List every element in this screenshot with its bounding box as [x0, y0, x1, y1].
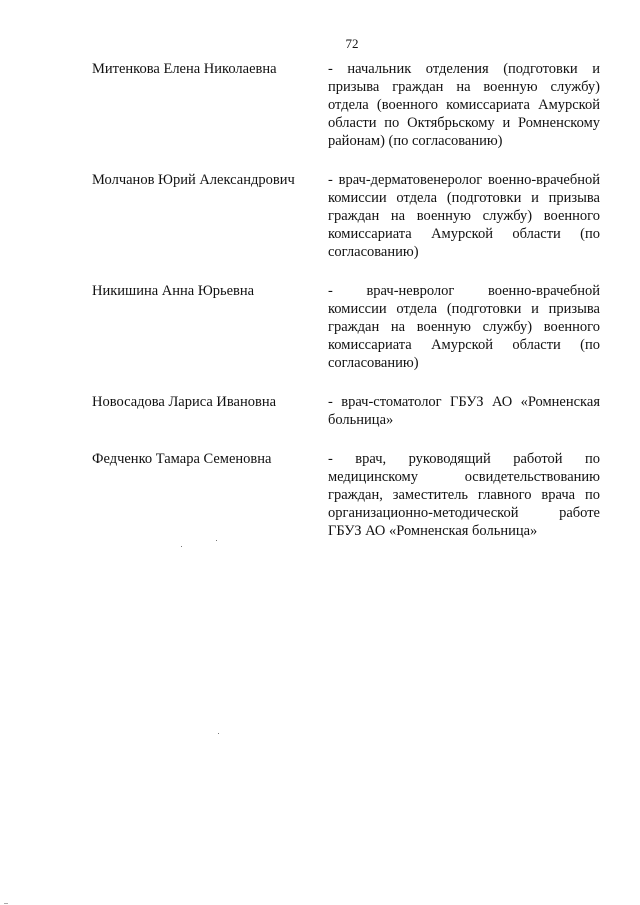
member-role: - начальник отделения (подготовки и призыва граждан на военную службу) отдела (военного комиссариата Амурской области по Октябрьскому и Ромненскому районам) (по согласованию)	[328, 61, 600, 149]
member-entry	[92, 60, 602, 150]
member-role: - врач-стоматолог ГБУЗ АО «Ромненская больница»	[328, 394, 600, 428]
member-name: Молчанов Юрий Александрович	[92, 172, 295, 188]
scan-speck	[181, 546, 182, 547]
member-entry	[92, 450, 602, 540]
scan-speck	[216, 540, 217, 541]
member-entry	[92, 282, 602, 372]
member-role: - врач-дерматовенеролог военно-врачебной комиссии отдела (подготовки и призыва граждан на военную службу) военного комиссариата Амурской области (по согласованию)	[328, 172, 600, 260]
member-entry	[92, 171, 602, 261]
scan-speck	[218, 733, 219, 734]
member-role: - врач-невролог военно-врачебной комиссии отдела (подготовки и призыва граждан на военную службу) военного комиссариата Амурской области (по согласованию)	[328, 283, 600, 371]
scan-speck	[4, 903, 8, 904]
member-name: Никишина Анна Юрьевна	[92, 283, 255, 299]
member-entry	[92, 393, 602, 429]
member-role: - врач, руководящий работой по медицинскому освидетельствованию граждан, заместитель главного врача по организационно-методической работе ГБУЗ АО «Ромненская больница»	[328, 451, 600, 539]
member-list	[92, 60, 602, 540]
member-name: Митенкова Елена Николаевна	[92, 61, 277, 77]
page-number: 72	[345, 36, 359, 51]
member-name: Новосадова Лариса Ивановна	[92, 394, 277, 410]
member-name: Федченко Тамара Семеновна	[92, 451, 272, 467]
